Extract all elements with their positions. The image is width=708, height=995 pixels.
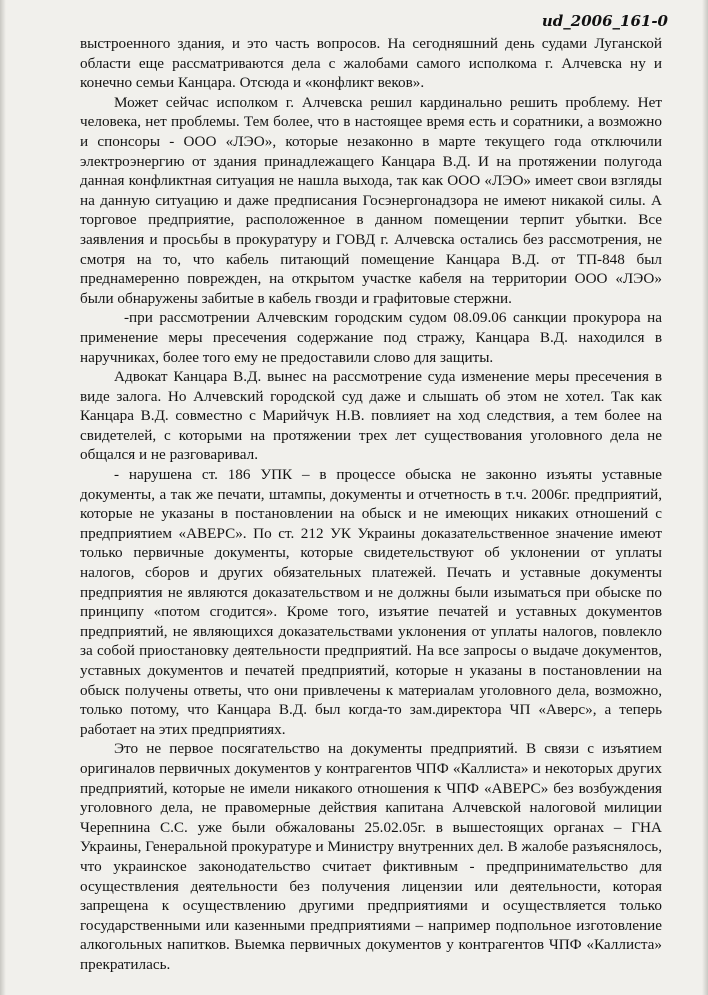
page-shadow-left	[0, 0, 6, 995]
paragraph-4: Адвокат Канцара В.Д. вынес на рассмотрение суда изменение меры пресечения в виде залога. Но Алчевский городской суд даже и слышать об этом не хотел. Так как Канцара В.Д. совместно с Марийчук Н.В. повлияет на ход следствия, а тем более на свидетелей, с которыми на протяжении трех лет существования уголовного дела не общался и не разговаривал.	[80, 368, 662, 464]
paragraph-2: Может сейчас исполком г. Алчевска решил кардинально решить проблему. Нет человека, нет проблемы. Тем более, что в настоящее время есть и соратники, а возможно и спонсоры - ООО «ЛЭО», которые незаконно в марте текущего года отключили электроэнергию от здания принадлежащего Канцара В.Д. И на протяжении полугода данная конфликтная ситуация не нашла выхода, так как ООО «ЛЭО» имеет свои взгляды на данную ситуацию и даже предписания Госэнергонадзора не имеют никакой силы. А торговое предприятие, расположенное в данном помещении терпит убытки. Все заявления и просьбы в прокуратуру и ГОВД г. Алчевска остались без рассмотрения, не смотря на то, что кабель питающий помещение Канцара В.Д. от ТП-848 был преднамеренно поврежден, на открытом участке кабеля на территории ООО «ЛЭО» были обнаружены забитые в кабель гвозди и графитовые стержни.	[80, 93, 662, 307]
document-id-label: ud_2006_161-0	[541, 12, 668, 30]
paragraph-3: -при рассмотрении Алчевским городским судом 08.09.06 санкции прокурора на применение меры пресечения содержание под стражу, Канцара В.Д. находился в наручниках, более того ему не предоставили слово для защиты.	[80, 309, 662, 366]
paragraph-5: - нарушена ст. 186 УПК – в процессе обыска не законно изъяты уставные документы, а так же печати, штампы, документы и отчетность в т.ч. 2006г. предприятий, которые не указаны в постановлении на обыск и не имеющих никаких отношений с предприятием «АВЕРС». По ст. 212 УК Украины доказательственное значение имеют только первичные документы, которые свидетельствуют об уклонении от уплаты налогов, сборов и других обязательных платежей. Печать и уставные документы предприятия не являются доказательством и не должны были изыматься при обыске по принципу «потом сгодится». Кроме того, изъятие печатей и уставных документов предприятий, не являющихся доказательствами уклонения от уплаты налогов, повлекло за собой приостановку деятельности предприятий. На все запросы о выдаче документов, уставных документов и печатей предприятий, которые н указаны в постановлении на обыск получены ответы, что они привлечены к материалам уголовного дела, возможно, только потому, что Канцара В.Д. был когда-то зам.директора ЧП «Аверс», а теперь работает на этих предприятиях.	[80, 466, 662, 738]
page-shadow-right	[702, 0, 708, 995]
paragraph-1: выстроенного здания, и это часть вопросов. На сегодняшний день судами Луганской области еще рассматриваются дела с жалобами самого исполкома г. Алчевска ну и конечно семьи Канцара. Отсюда и «конфликт веков».	[80, 35, 662, 92]
paragraph-6: Это не первое посягательство на документы предприятий. В связи с изъятием оригиналов первичных документов у контрагентов ЧПФ «Каллиста» и некоторых других предприятий, которые не имели никакого отношения к ЧПФ «АВЕРС» без возбуждения уголовного дела, не правомерные действия капитана Алчевской налоговой милиции Черепнина С.С. уже были обжалованы 25.02.05г. в вышестоящих органах – ГНА Украины, Генеральной прокуратуре и Министру внутренних дел. В жалобе разъяснялось, что украинское законодательство считает фиктивным - предпринимательство для осуществления деятельности без получения лицензии или деятельности, которая запрещена к осуществлению другими предприятиями и осуществляется только государственными или казенными предприятиями – например подпольное изготовление алкогольных напитков. Выемка первичных документов у контрагентов ЧПФ «Каллиста» прекратилась.	[80, 740, 662, 973]
document-body	[80, 34, 662, 975]
